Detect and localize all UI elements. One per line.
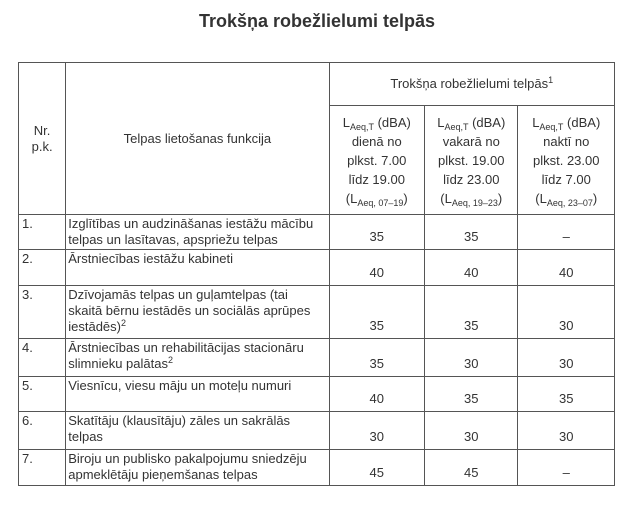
row-function: Viesnīcu, viesu māju un moteļu numuri: [66, 377, 329, 412]
header-nr-cell: [19, 63, 66, 215]
header-nr-line2: p.k.: [31, 138, 53, 154]
row-evening-value: 35: [425, 215, 518, 250]
row-day-value: 30: [329, 412, 424, 450]
noise-limits-table: [18, 62, 615, 486]
row-evening-value: 30: [425, 412, 518, 450]
row-function: Ārstniecības iestāžu kabineti: [66, 250, 329, 286]
row-night-value: 30: [518, 412, 615, 450]
header-period-evening: $L_{Aeq,T}$ (dBA) vakarā no plkst. 19.00 līdz 23.00 $(L_{Aeq, 19-23})$: [425, 106, 518, 215]
row-number: 4.: [19, 339, 66, 377]
header-group-footnote: 1: [548, 75, 554, 85]
row-number: 6.: [19, 412, 66, 450]
row-night-value: 30: [518, 286, 615, 339]
row-evening-value: 40: [425, 250, 518, 286]
row-number: 2.: [19, 250, 66, 286]
row-function: Izglītības un audzināšanas iestāžu mācību telpas un lasītavas, apspriežu telpas: [66, 215, 329, 250]
row-number: 7.: [19, 450, 66, 486]
row-function: Dzīvojamās telpas un guļamtelpas (tai skaitā bērnu iestādēs un sociālās aprūpes iestādēs)$^2$: [66, 286, 329, 339]
row-night-value: –: [518, 215, 615, 250]
row-night-value: 30: [518, 339, 615, 377]
table-row: [19, 215, 615, 250]
row-number: 3.: [19, 286, 66, 339]
row-day-value: 35: [329, 286, 424, 339]
header-period-night: $L_{Aeq,T}$ (dBA) naktī no plkst. 23.00 līdz 7.00 $(L_{Aeq, 23-07})$: [518, 106, 615, 215]
table-row: [19, 286, 615, 339]
table-row: [19, 450, 615, 486]
header-function-cell: Telpas lietošanas funkcija: [66, 63, 329, 215]
row-day-value: 35: [329, 215, 424, 250]
header-period-day: $L_{Aeq,T}$ (dBA) dienā no plkst. 7.00 līdz 19.00 $(L_{Aeq, 07-19})$: [329, 106, 424, 215]
table-row: [19, 377, 615, 412]
row-function: Ārstniecības un rehabilitācijas stacionāru slimnieku palātas$^2$: [66, 339, 329, 377]
row-evening-value: 35: [425, 286, 518, 339]
row-night-value: –: [518, 450, 615, 486]
row-day-value: 40: [329, 250, 424, 286]
header-row-group: [19, 63, 615, 106]
row-day-value: 40: [329, 377, 424, 412]
page-title: Trokšņa robežlielumi telpās: [198, 11, 436, 31]
header-group-cell: [329, 63, 614, 106]
header-nr-line1: Nr.: [33, 122, 51, 138]
row-number: 1.: [19, 215, 66, 250]
table-row: [19, 339, 615, 377]
row-number: 5.: [19, 377, 66, 412]
row-day-value: 35: [329, 339, 424, 377]
row-evening-value: 30: [425, 339, 518, 377]
row-evening-value: 45: [425, 450, 518, 486]
table-row: [19, 250, 615, 286]
row-night-value: 40: [518, 250, 615, 286]
row-function: Skatītāju (klausītāju) zāles un sakrālās telpas: [66, 412, 329, 450]
row-night-value: 35: [518, 377, 615, 412]
row-evening-value: 35: [425, 377, 518, 412]
row-day-value: 45: [329, 450, 424, 486]
header-group-label: Trokšņa robežlielumi telpās: [390, 76, 549, 91]
row-function: Biroju un publisko pakalpojumu sniedzēju apmeklētāju pieņemšanas telpas: [66, 450, 329, 486]
table-row: [19, 412, 615, 450]
